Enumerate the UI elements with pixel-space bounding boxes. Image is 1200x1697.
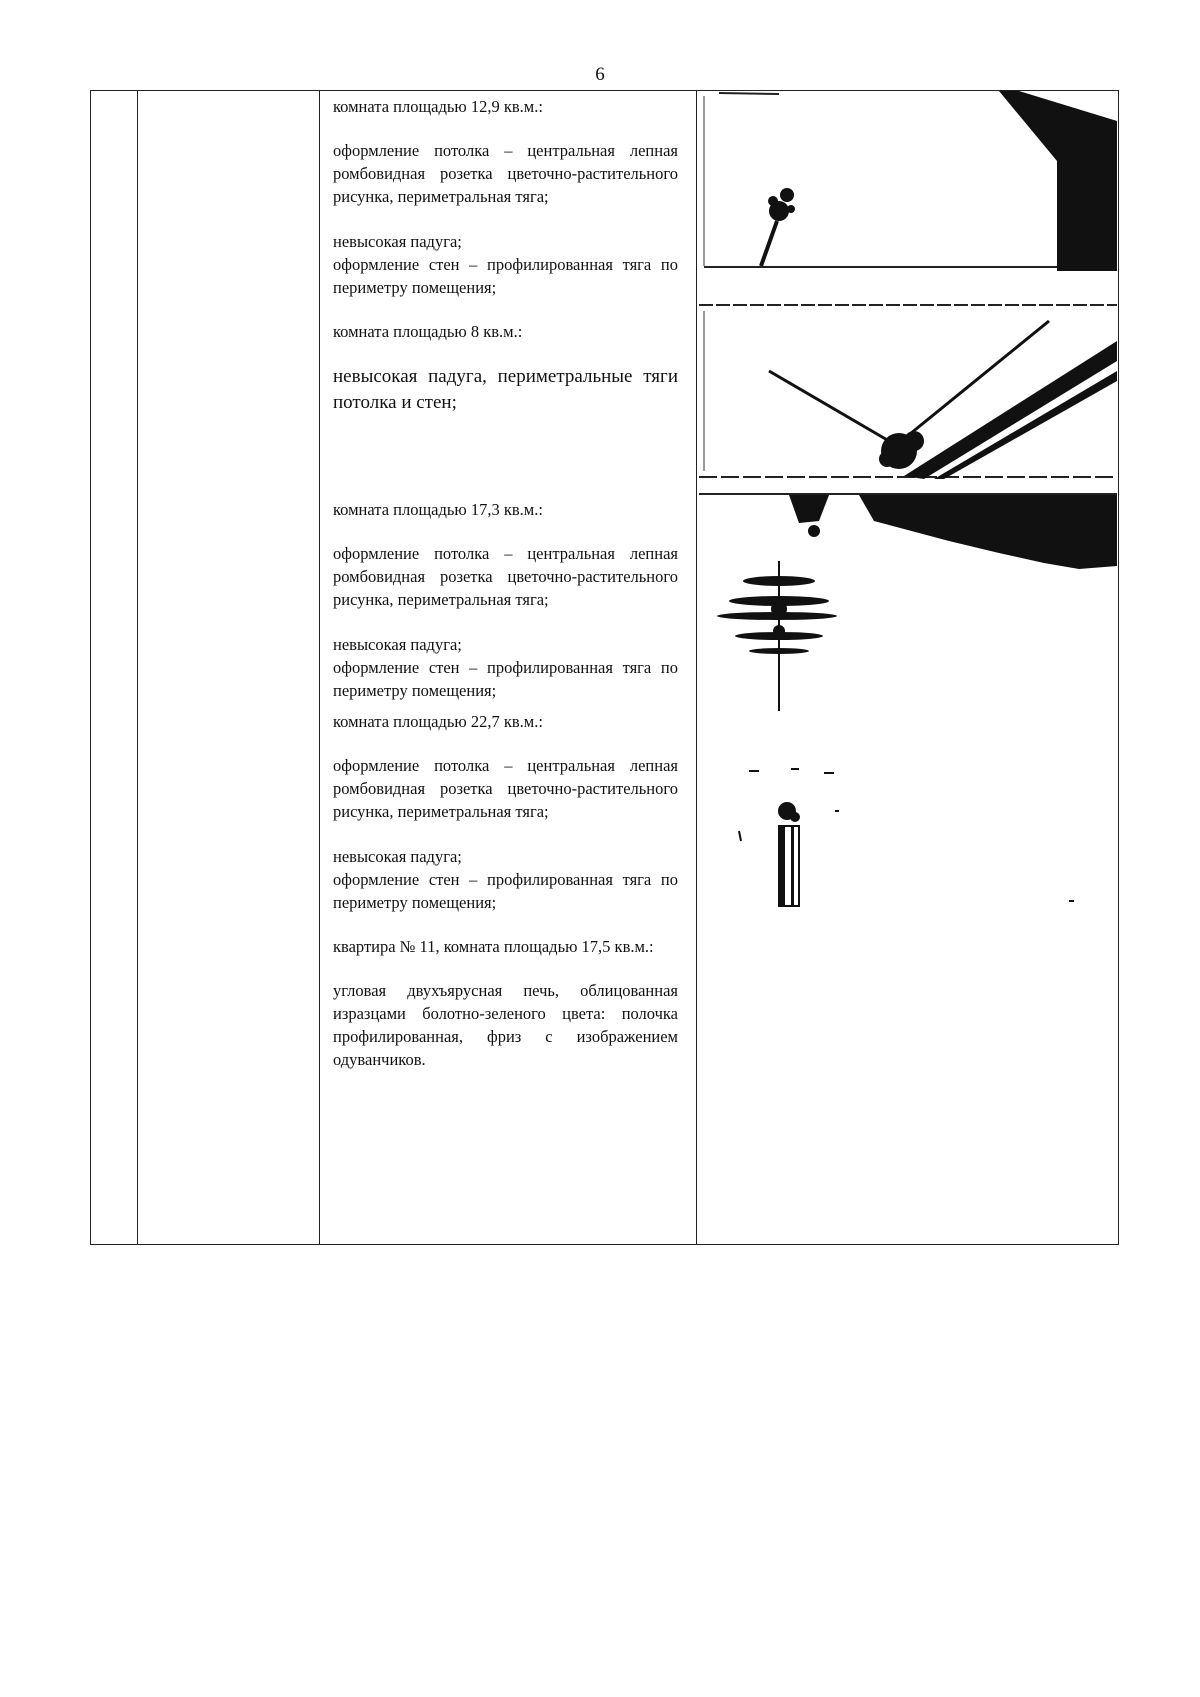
entry-ceiling: невысокая падуга, периметральные тяги потолка и стен; (333, 366, 678, 413)
photo-room-12-9 (699, 91, 1117, 291)
entry-padouga: невысокая падуга; (333, 847, 462, 866)
page-number: 6 (595, 64, 605, 85)
column-divider-2 (319, 91, 320, 1244)
entry-ceiling: оформление потолка – центральная лепная ромбовидная розетка цветочно-растительного рисунка, периметральная тяга; (333, 756, 678, 821)
entry-walls: оформление стен – профилированная тяга по периметру помещения; (333, 255, 678, 297)
entry-heading: комната площадью 12,9 кв.м.: (333, 97, 543, 116)
entry-heading: комната площадью 17,3 кв.м.: (333, 500, 543, 519)
photo-room-17-3 (699, 491, 1117, 716)
entry-padouga: невысокая падуга; (333, 635, 462, 654)
entry-walls: оформление стен – профилированная тяга по периметру помещения; (333, 658, 678, 700)
entry-heading: комната площадью 22,7 кв.м.: (333, 712, 543, 731)
entry-heading: комната площадью 8 кв.м.: (333, 322, 523, 341)
column-divider-3 (696, 91, 697, 1244)
entry-heading: квартира № 11, комната площадью 17,5 кв.м.: (333, 937, 654, 956)
photo-room-22-7 (699, 751, 1117, 931)
entry-ceiling: угловая двухъярусная печь, облицованная изразцами болотно-зеленого цвета: полочка профилированная, фриз с изображением одуванчиков. (333, 981, 678, 1069)
entry-walls: оформление стен – профилированная тяга по периметру помещения; (333, 870, 678, 912)
entry-ceiling: оформление потолка – центральная лепная ромбовидная розетка цветочно-растительного рисунка, периметральная тяга; (333, 141, 678, 206)
column-divider-1 (137, 91, 138, 1244)
document-table (90, 90, 1119, 1245)
photo-room-8 (699, 301, 1117, 481)
entry-padouga: невысокая падуга; (333, 232, 462, 251)
entry-ceiling: оформление потолка – центральная лепная ромбовидная розетка цветочно-растительного рисунка, периметральная тяга; (333, 544, 678, 609)
description-column (323, 91, 688, 1071)
